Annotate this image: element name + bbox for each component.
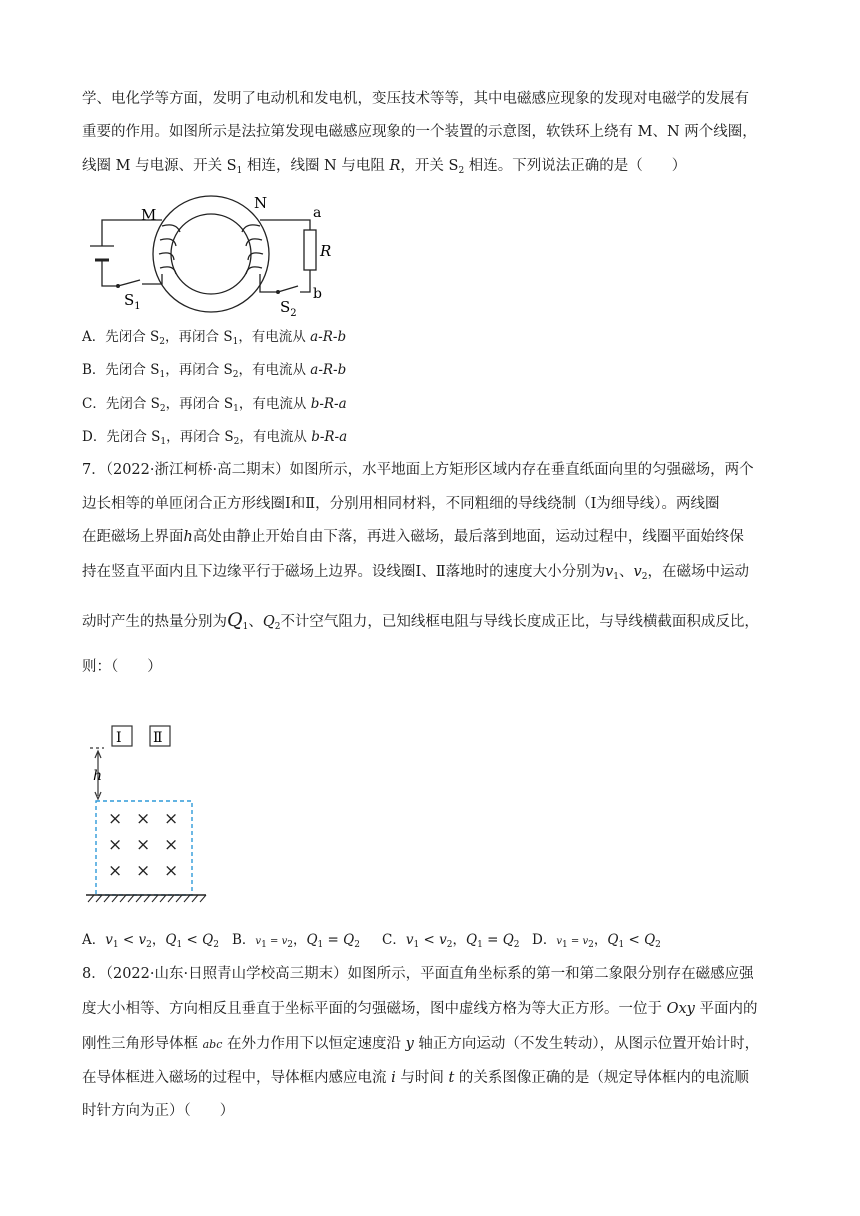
q7-text-line-3: 在距磁场上界面h高处由静止开始自由下落，再进入磁场，最后落到地面，运动过程中，线圈平面始终保 <box>82 529 744 545</box>
label-S2: $S_2$ <box>280 298 297 316</box>
q7-text-line-6: 则：（ ） <box>82 659 162 675</box>
q8-text-line-5: 时针方向为正）（ ） <box>82 1103 235 1119</box>
label-M: M <box>141 206 157 224</box>
field-cross: × <box>164 809 179 829</box>
q7-text-line-5: 动时产生的热量分别为$Q_1$、$Q_2$不计空气阻力，已知线框电阻与导线长度成正比，与导线横截面积成反比， <box>82 609 759 632</box>
field-cross: × <box>164 835 179 855</box>
q8-text-line-2: 度大小相等、方向相反且垂直于坐标平面的匀强磁场，图中虚线方格为等大正方形。一位于 Oxy 平面内的 <box>82 1001 758 1017</box>
label-b: b <box>313 286 322 302</box>
label-a: a <box>313 205 322 221</box>
field-cross: × <box>164 861 179 881</box>
field-cross: × <box>108 861 123 881</box>
q7-option-b[interactable]: B．$v_1 = v_2$，$Q_1 = Q_2$ <box>232 932 360 950</box>
field-cross: × <box>136 835 151 855</box>
q7-option-c[interactable]: C．$v_1 < v_2$，$Q_1 = Q_2$ <box>382 932 520 950</box>
q7-text-line-2: 边长相等的单匝闭合正方形线圈Ⅰ和Ⅱ，分别用相同材料，不同粗细的导线绕制（Ⅰ为细导线）。两线圈 <box>82 496 720 512</box>
coil-II-label: Ⅱ <box>153 730 163 746</box>
q7-option-d[interactable]: D．$v_1 = v_2$，$Q_1 < Q_2$ <box>532 932 661 950</box>
q6-option-a[interactable]: A．先闭合 $S_2$，再闭合 $S_1$，有电流从 a-R-b <box>82 329 347 347</box>
field-cross: × <box>136 861 151 881</box>
q8-text-line-4: 在导体框进入磁场的过程中，导体框内感应电流 i 与时间 t 的关系图像正确的是（规定导体框内的电流顺 <box>82 1070 749 1086</box>
coils-magnetic-field-figure <box>84 718 214 908</box>
q6-text-line-2: 重要的作用。如图所示是法拉第发现电磁感应现象的一个装置的示意图，软铁环上绕有 M、N 两个线圈， <box>82 124 757 140</box>
q7-option-a[interactable]: A．$v_1 < v_2$，$Q_1 < Q_2$ <box>82 932 219 950</box>
q8-text-line-3: 刚性三角形导体框 abc 在外力作用下以恒定速度沿 y 轴正方向运动（不发生转动），从图示位置开始计时， <box>82 1036 760 1052</box>
q6-text-line-1: 学、电化学等方面，发明了电动机和发电机，变压技术等等，其中电磁感应现象的发现对电磁学的发展有 <box>82 91 749 107</box>
q6-option-b[interactable]: B．先闭合 $S_1$，再闭合 $S_2$，有电流从 a-R-b <box>82 362 347 380</box>
q6-text-line-3: 线圈 M 与电源、开关 $S_1$ 相连，线圈 N 与电阻 R，开关 $S_2$ 相连。下列说法正确的是（ ） <box>82 158 687 176</box>
field-cross: × <box>108 809 123 829</box>
field-cross: × <box>108 835 123 855</box>
q8-text-line-1: 8．（2022·山东·日照青山学校高三期末）如图所示，平面直角坐标系的第一和第二象限分别存在磁感应强 <box>82 966 754 982</box>
label-R: R <box>320 242 332 260</box>
q6-option-c[interactable]: C．先闭合 $S_2$，再闭合 $S_1$，有电流从 b-R-a <box>82 396 347 414</box>
coil-I-label: Ⅰ <box>116 730 122 746</box>
faraday-ring-figure <box>84 188 344 316</box>
field-cross: × <box>136 809 151 829</box>
q6-option-d[interactable]: D．先闭合 $S_1$，再闭合 $S_2$，有电流从 b-R-a <box>82 429 348 447</box>
label-N: N <box>254 194 268 212</box>
height-h-label: h <box>93 768 103 784</box>
q7-text-line-4: 持在竖直平面内且下边缘平行于磁场上边界。设线圈Ⅰ、Ⅱ落地时的速度大小分别为$v_1$、$v_2$，在磁场中运动 <box>82 564 749 582</box>
label-S1: $S_1$ <box>124 291 141 312</box>
q7-text-line-1: 7．（2022·浙江柯桥·高二期末）如图所示，水平地面上方矩形区域内存在垂直纸面向里的匀强磁场，两个 <box>82 462 754 478</box>
